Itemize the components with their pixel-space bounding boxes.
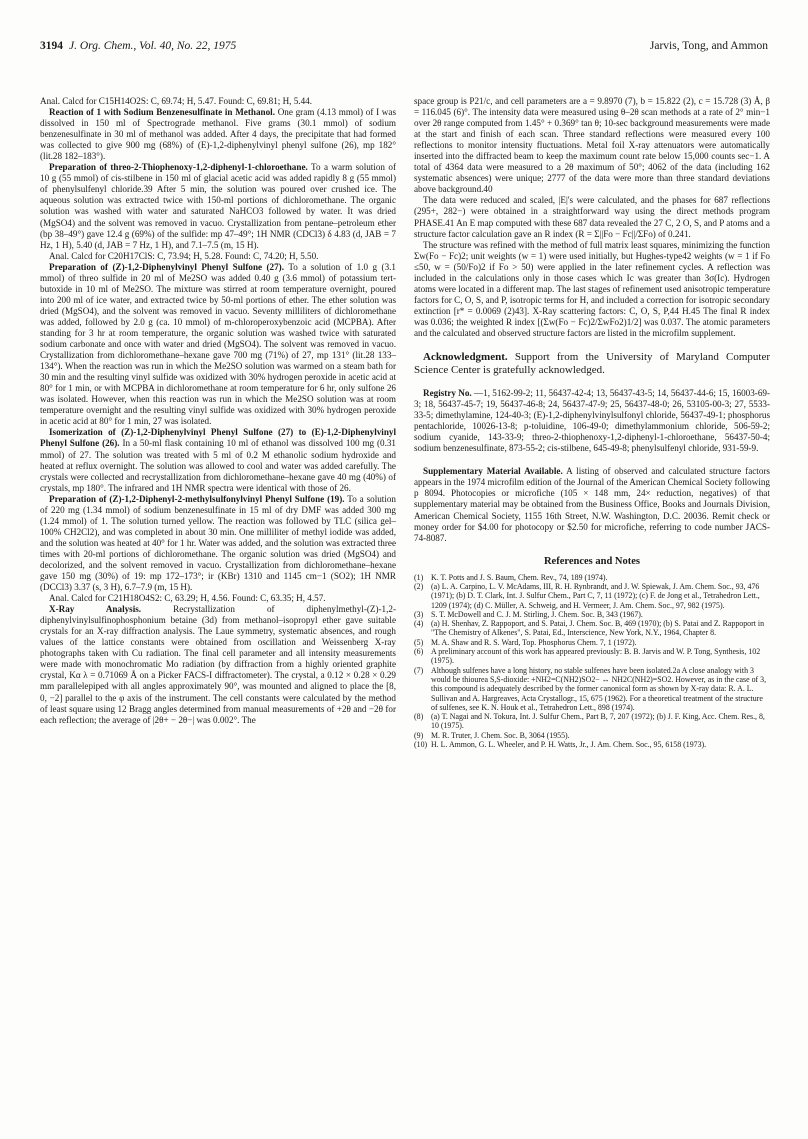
paragraph-text: A listing of observed and calculated structure factors appears in the 1974 microfilm edition of the Journal of the American Chemical Society following p 8094. Photocopies or microfiche (105 × 148 mm, 24× reduction, negatives) of that supplementary material may be obtained from the Business Office, Books and Journals Division, American Chemical Society, 1155 16th Street, N.W. Washington, D.C. 20036. Remit check or money order for $4.00 for photocopy or $2.50 for microfiche, referring to code number JACS-74-8087.	[414, 466, 770, 543]
paragraph-text: Support from the University of Maryland Computer Science Center is gratefully acknowledged.	[414, 351, 771, 376]
paragraph-heading: Preparation of threo-2-Thiophenoxy-1,2-diphenyl-1-chloroethane.	[49, 162, 308, 173]
paragraph-text: —1, 5162-99-2; 11, 56437-42-4; 13, 56437-43-5; 14, 56437-44-6; 15, 16003-69-3; 18, 56437-45-7; 19, 56437-46-8; 24, 56437-47-9; 25, 56437-48-0; 26, 53105-00-3; 27, 5533-33-5; dimethylamine, 124-40-3; (E)-1,2-diphenylvinylsulfonyl chloride, 56437-49-1; phosphorus pentachloride, 10026-13-8; p-toluidine, 106-49-0; dimethylammonium chloride, 506-59-2; sodium cyanide, 143-33-9; threo-2-thiophenoxy-1,2-diphenyl-1-chloroethane, 56437-50-4; sodium benzenesulfinate, 873-55-2; cis-stilbene, 645-49-8; phenylsulfenyl chloride, 931-59-9.	[414, 388, 770, 454]
reference-text: S. T. McDowell and C. J. M. Stirling, J. Chem. Soc. B, 343 (1967).	[431, 609, 643, 619]
left-paragraph	[40, 262, 396, 428]
left-paragraph	[40, 427, 396, 493]
reference-text: M. A. Shaw and R. S. Ward, Top. Phosphorus Chem. 7, 1 (1972).	[431, 637, 637, 647]
paragraph-text: The data were reduced and scaled, |E|'s were calculated, and the phases for 687 reflections (295+, 282−) were obtained in a straightforward way using the direct methods program PHASE.41 An E map computed with these 687 data revealed the 27 C, 2 O, S, and P atoms and a structure factor calculation gave an R index (R = Σ||Fo − Fc||/ΣFo) of 0.241.	[414, 195, 770, 239]
paragraph-text: One gram (4.13 mmol) of I was dissolved in 150 ml of Spectrograde methanol. Five grams (30.1 mmol) of sodium benzenesulfinate in 30 ml of methanol was added. After 4 days, the precipitate that had formed was collected to give 900 mg (68%) of (E)-1,2-diphenylvinyl phenyl sulfone (26), mp 182° (lit.28 182–183°).	[40, 107, 397, 162]
reference-number: (7)	[414, 665, 424, 675]
reference-text: Although sulfenes have a long history, no stable sulfenes have been isolated.2a A close analogy with 3 would be thiourea S,S-dioxide: +NH2=C(NH2)SO2− ↔ NH2C(NH2)=SO2. However, as in the case of 3, this compound is adequately described by the former canonical form as shown by X-ray data: R. A. L. Sullivan and A. Hargreaves, Acta Crystallogr., 15, 675 (1962). For a theoretical treatment of the structure of sulfenes, see K. N. Houk et al., Tetrahedron Lett., 898 (1974).	[431, 665, 767, 712]
paragraph-heading: Registry No.	[423, 388, 472, 399]
paragraph-heading: Acknowledgment.	[423, 351, 508, 364]
reference-number: (5)	[414, 637, 424, 647]
references-title: References and Notes	[543, 555, 641, 567]
reference-item	[414, 638, 770, 647]
paragraph-heading: X-Ray Analysis.	[49, 604, 142, 615]
reference-number: (10)	[414, 740, 428, 750]
left-paragraph	[40, 604, 396, 726]
right-column	[414, 96, 770, 749]
reference-item	[414, 712, 770, 731]
right-paragraph	[414, 240, 770, 339]
paragraph-text: Anal. Calcd for C15H14O2S: C, 69.74; H, 5.47. Found: C, 69.81; H, 5.44.	[40, 96, 312, 106]
right-column-paragraphs	[414, 96, 770, 544]
paragraph-text: Anal. Calcd for C21H18O4S2: C, 63.29; H, 4.56. Found: C, 63.35; H, 4.57.	[49, 593, 326, 604]
reference-text: H. L. Ammon, G. L. Wheeler, and P. H. Watts, Jr., J. Am. Chem. Soc., 95, 6158 (1973).	[431, 740, 707, 750]
reference-number: (9)	[414, 730, 424, 740]
left-paragraph	[40, 107, 396, 162]
right-paragraph	[414, 195, 770, 239]
reference-item	[414, 740, 770, 749]
paragraph-text: Recrystallization of diphenylmethyl-(Z)-1,2-diphenylvinylsulfinophosphonium betaine (3d) from methanol–isopropyl ether gave suitable crystals for an X-ray diffraction analysis. The Laue symmetry, systematic absences, and rough values of the lattice constants were obtained from oscillation and Weissenberg X-ray photographs taken with Cu radiation. The final cell parameter and all intensity measurements were made with monochromatic Mo radiation (by diffraction from a highly oriented graphite crystal, Kα λ = 0.71069 Å on a Picker FACS-I diffractometer). The crystal, a 0.12 × 0.28 × 0.29 mm parallelepiped with all angles approximately 90°, was mounted and aligned to place the [8, 0, −2] parallel to the φ axis of the instrument. The cell constants were calculated by the method of least square using 12 Bragg angles determined from manual measurements of +2θ and −2θ for each reflection; the average of |2θ+ − 2θ−| was 0.002°. The	[40, 604, 396, 725]
author-list: Jarvis, Tong, and Ammon	[649, 40, 768, 52]
right-paragraph	[414, 351, 770, 376]
running-header	[40, 40, 768, 58]
page-number: 3194	[40, 40, 63, 52]
right-paragraph	[414, 466, 770, 543]
reference-text: (a) L. A. Carpino, L. V. McAdams, III, R. H. Rynbrandt, and J. W. Spiewak, J. Am. Chem. Soc., 93, 476 (1971); (b) D. T. Clark, Int. J. Sulfur Chem., Part C, 7, 11 (1972); (c) F. de Jong et al., Tetrahedron Lett., 1209 (1974); (d) C. Müller, A. Schweig, and H. Vermeer, J. Am. Chem. Soc., 97, 982 (1975).	[431, 581, 760, 610]
paragraph-text: To a warm solution of 10 g (55 mmol) of cis-stilbene in 150 ml of glacial acetic acid was added rapidly 8 g (55 mmol) of phenylsulfenyl chloride.39 After 5 min, the solution was poured over crushed ice. The aqueous solution was extracted twice with 150-ml portions of dichloromethane. The organic solution was washed with water and saturated NaHCO3 followed by water. It was dried (MgSO4) and the solvent was removed in vacuo. Crystallization from pentane–petroleum ether (bp 38–49°) gave 12.4 g (69%) of the sulfide: mp 47–49°; 1H NMR (CDCl3) δ 4.83 (d, JAB = 7 Hz, 1 H), 5.40 (d, JAB = 7 Hz, 1 H), and 7.1–7.5 (m, 15 H).	[40, 162, 396, 250]
reference-number: (6)	[414, 647, 424, 657]
paragraph-heading: Preparation of (Z)-1,2-Diphenylvinyl Phenyl Sulfone (27).	[49, 261, 285, 272]
reference-item	[414, 610, 770, 619]
paragraph-text: In a 50-ml flask containing 10 ml of ethanol was dissolved 100 mg (0.31 mmol) of 27. The solution was treated with 5 ml of 0.2 M ethanolic sodium hydroxide and heated at reflux overnight. The solution was allowed to cool and water was added carefully. The crystals were collected and recrystallization from dichloromethane–hexane gave 40 mg (40%) of crystals, mp 180°. The infrared and 1H NMR spectra were identical with those of 26.	[40, 438, 396, 493]
reference-text: A preliminary account of this work has appeared previously: B. B. Jarvis and W. P. Tong, Synthesis, 102 (1975).	[431, 647, 761, 666]
paragraph-heading: Isomerization of (Z)-1,2-Diphenylvinyl Phenyl Sulfone (27) to (E)-1,2-Diphenylvinyl Phenyl Sulfone (26).	[40, 427, 396, 449]
references-list	[414, 573, 770, 750]
left-paragraph	[40, 494, 396, 593]
reference-text: M. R. Truter, J. Chem. Soc. B, 3064 (1955).	[431, 730, 570, 740]
reference-item	[414, 582, 770, 610]
paragraph-text: space group is P21/c, and cell parameters are a = 9.8970 (7), b = 15.822 (2), c = 15.728 (3) Å, β = 116.045 (6)°. The intensity data were measured using θ–2θ scan methods at a rate of 2° min−1 over 2θ range computed from 1.45° + 0.369° tan θ; 10-sec background measurements were made at the start and finish of each scan. Three standard reflections were measured every 100 reflections to monitor intensity fluctuations. Metal foil X-ray attenuators were automatically inserted into the diffracted beam to keep the maximum count rate below 15,000 counts sec−1. A total of 4364 data were measured to a 2θ maximum of 50°; 4062 of the data (including 162 systematic absences) were unique; 2777 of the data were more than three standard deviations above background.40	[414, 96, 770, 195]
paragraph-text: To a solution of 1.0 g (3.1 mmol) of threo sulfide in 20 ml of Me2SO was added 0.40 g (3.6 mmol) of potassium tert-butoxide in 10 ml of Me2SO. The mixture was stirred at room temperature overnight, poured into 200 ml of ice water, and extracted twice by 50-ml portions of ether. The ether solution was dried (MgSO4), and the solvent was removed in vacuo. Seventy milliliters of dichloromethane was added, followed by 2.0 g (ca. 10 mmol) of m-chloroperoxybenzoic acid (MCPBA). After standing for 3 hr at room temperature, the organic solution was washed twice with saturated sodium carbonate and once with water and dried (MgSO4). The solvent was removed in vacuo. Crystallization from dichloromethane–hexane gave 700 mg (71%) of 27, mp 131° (lit.28 133–134°). When the reaction was run in which the Me2SO solution was warmed on a steam bath for 30 min and the resulting vinyl sulfide was oxidized with 30% hydrogen peroxide in acetic acid at 80° for 1 min, or with MCPBA in dichloromethane at room temperature for 6 hr, only sulfone 26 was isolated. However, when this reaction was run in which the Me2SO solution was at room temperature overnight and the resulting vinyl sulfide was oxidized with 30% hydrogen peroxide in acetic acid at 80° for 1 min, 27 was isolated.	[40, 261, 396, 427]
paragraph-text: The structure was refined with the method of full matrix least squares, minimizing the function Σw(Fo − Fc)2; unit weights (w = 1) were used initially, but Hughes-type42 weights (w = 1 if Fo ≤50, w = (50/Fo)2 if Fo > 50) were applied in the later refinement cycles. A reflection was included in the calculations only in those cases which Ic was greater than 3σ(Ic). Hydrogen atoms were located in a different map. The last stages of refinement used anisotropic temperature factors for C, O, S, and P, isotropic terms for H, and included a correction for isotropic secondary extinction [r* = 0.0069 (2)43]. X-Ray scattering factors: C, O, S, P,44 H.45 The final R index was 0.036; the weighted R index [(Σw(Fo − Fc)2/ΣwFo2)1/2] was 0.037. The atomic parameters and the calculated and observed structure factors are listed in the microfilm supplement.	[414, 239, 770, 338]
left-paragraph	[40, 162, 396, 250]
journal-citation: J. Org. Chem., Vol. 40, No. 22, 1975	[69, 40, 237, 52]
reference-text: K. T. Potts and J. S. Baum, Chem. Rev., 74, 189 (1974).	[431, 572, 608, 582]
left-paragraph	[40, 251, 396, 262]
reference-number: (4)	[414, 619, 424, 629]
paragraph-heading: Preparation of (Z)-1,2-Diphenyl-2-methylsulfonylvinyl Phenyl Sulfone (19).	[49, 493, 345, 504]
right-paragraph	[414, 388, 770, 454]
reference-item	[414, 731, 770, 740]
reference-number: (1)	[414, 572, 424, 582]
reference-item	[414, 647, 770, 666]
reference-item	[414, 573, 770, 582]
reference-number: (2)	[414, 581, 424, 591]
page-header-left	[40, 40, 236, 52]
paragraph-text: Anal. Calcd for C20H17ClS: C, 73.94; H, 5.28. Found: C, 74.20; H, 5.50.	[49, 250, 319, 261]
paragraph-heading: Reaction of 1 with Sodium Benzenesulfinate in Methanol.	[49, 107, 275, 118]
reference-number: (3)	[414, 609, 424, 619]
right-paragraph	[414, 96, 770, 195]
reference-item	[414, 666, 770, 712]
paragraph-heading: Supplementary Material Available.	[423, 466, 563, 477]
left-column	[40, 96, 396, 726]
left-paragraph	[40, 96, 396, 107]
reference-text: (a) T. Nagai and N. Tokura, Int. J. Sulfur Chem., Part B, 7, 207 (1972); (b) J. F. King, Acc. Chem. Res., 8, 10 (1975).	[431, 712, 765, 731]
left-paragraph	[40, 593, 396, 604]
paragraph-text: To a solution of 220 mg (1.34 mmol) of sodium benzenesulfinate in 15 ml of dry DMF was added 300 mg (1.24 mmol) of 1. The solution turned yellow. The reaction was followed by TLC (silica gel–100% CH2Cl2), and was completed in about 30 min. One milliliter of methyl iodide was added, and the solution was heated at 40° for 1 hr. Water was added, and the solution was extracted three times with 20-ml portions of dichloromethane. The organic solution was dried (MgSO4) and decolorized, and the solvent removed in vacuo. Crystallization from dichloromethane–hexane gave 150 mg (30%) of 19: mp 172–173°; ir (KBr) 1310 and 1145 cm−1 (SO2); 1H NMR (DCCl3) 3.37 (s, 3 H), 6.7–7.9 (m, 15 H).	[40, 493, 396, 593]
reference-text: (a) H. Shenhav, Z. Rappoport, and S. Patai, J. Chem. Soc. B, 469 (1970); (b) S. Patai and Z. Rappoport in "The Chemistry of Alkenes", S. Patai, Ed., Interscience, New York, N.Y., 1964, Chapter 8.	[431, 619, 765, 638]
reference-item	[414, 619, 770, 638]
reference-number: (8)	[414, 712, 424, 722]
